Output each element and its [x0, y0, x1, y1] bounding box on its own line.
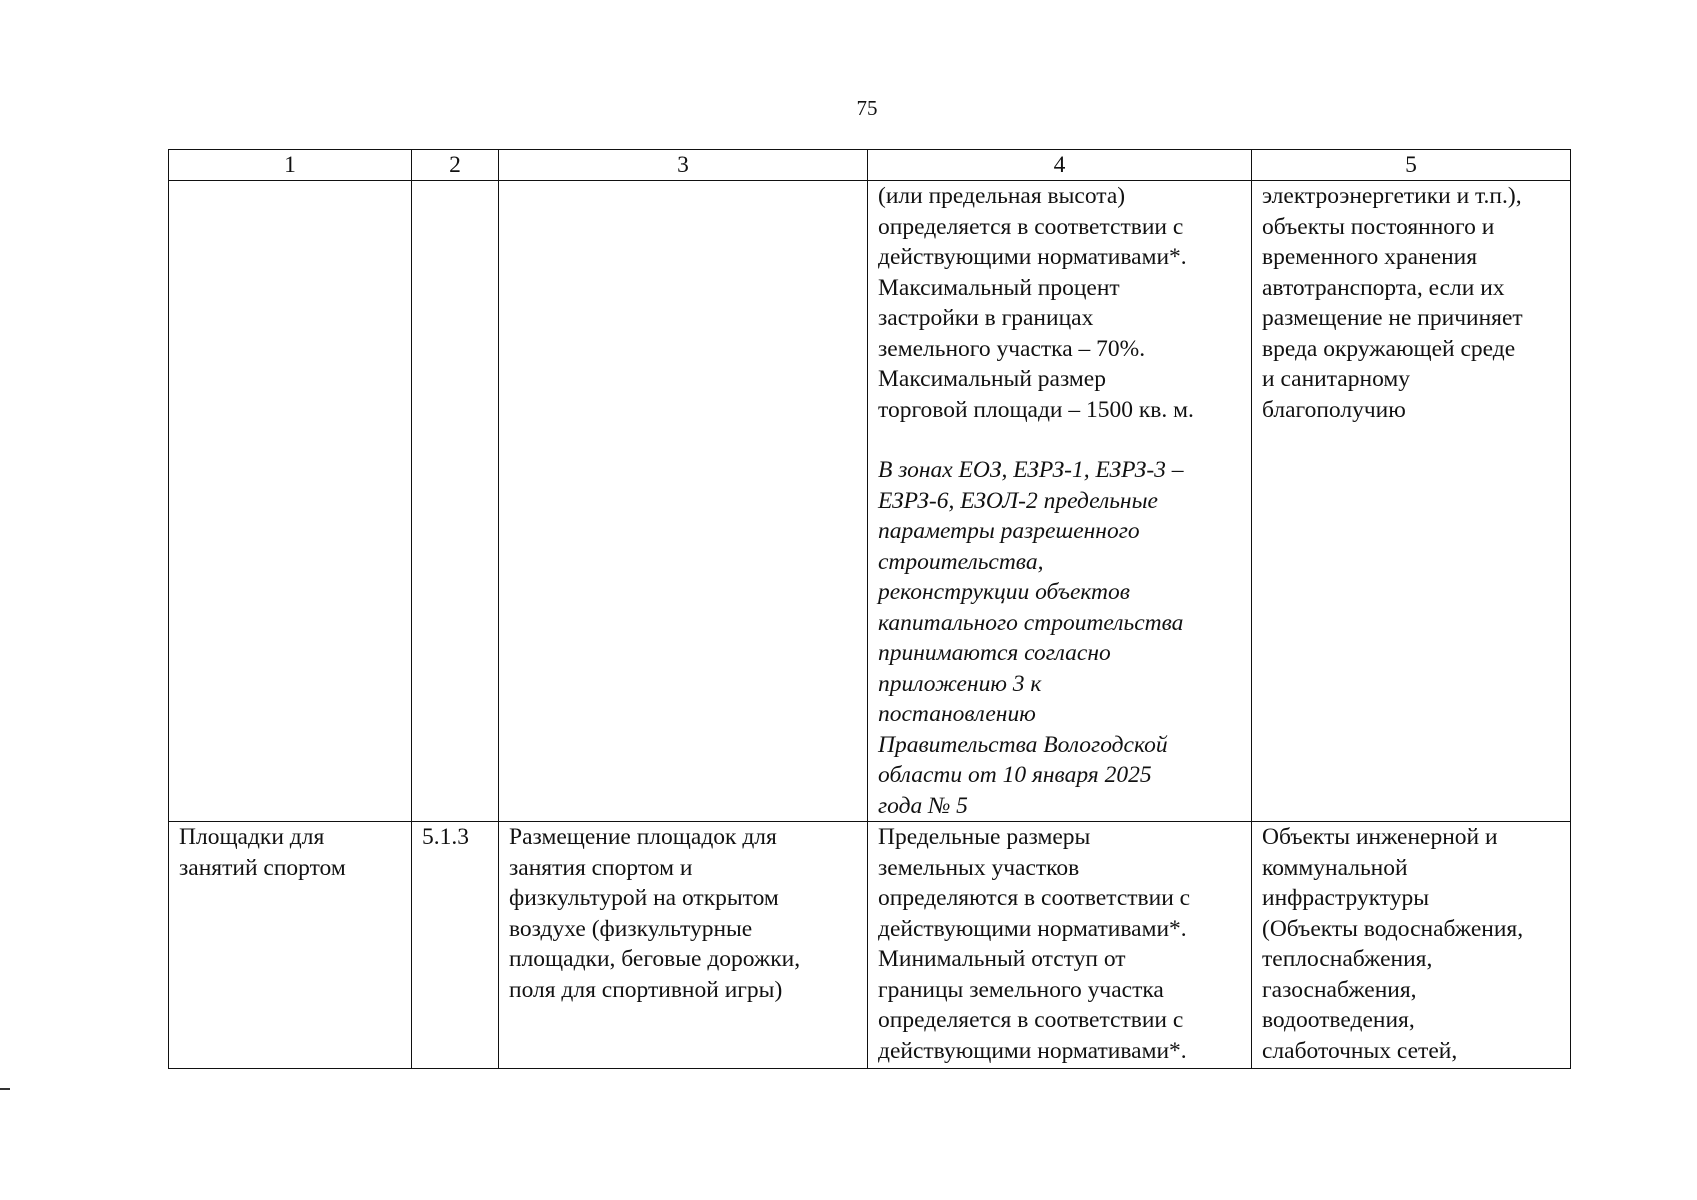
scan-edge-mark — [0, 1088, 10, 1090]
column-header-1: 1 — [169, 150, 412, 181]
cell-use-name — [169, 181, 412, 822]
table-header-row — [169, 150, 1571, 181]
cell-use-code — [412, 181, 499, 822]
cell-auxiliary-uses: Объекты инженерной и коммунальной инфраструктуры (Объекты водоснабжения, теплоснабжения, газоснабжения, водоотведения, слаботочных сетей, — [1252, 822, 1571, 1069]
regulations-table — [168, 149, 1571, 1069]
parameters-text: (или предельная высота) определяется в соответствии с действующими нормативами*. Максимальный процент застройки в границах земельного участка – 70%. Максимальный размер торговой площади – 1500 кв. м. — [878, 183, 1194, 423]
cell-use-description: Размещение площадок для занятия спортом и физкультурой на открытом воздухе (физкультурные площадки, беговые дорожки, поля для спортивной игры) — [499, 822, 868, 1069]
cell-use-name: Площадки для занятий спортом — [169, 822, 412, 1069]
column-header-2: 2 — [412, 150, 499, 181]
cell-use-description — [499, 181, 868, 822]
cell-parameters — [868, 181, 1252, 822]
cell-auxiliary-uses: электроэнергетики и т.п.), объекты постоянного и временного хранения автотранспорта, если их размещение не причиняет вреда окружающей среде и санитарному благополучию — [1252, 181, 1571, 822]
table-row — [169, 822, 1571, 1069]
column-header-5: 5 — [1252, 150, 1571, 181]
table-row — [169, 181, 1571, 822]
cell-use-code: 5.1.3 — [412, 822, 499, 1069]
column-header-4: 4 — [868, 150, 1252, 181]
cell-parameters: Предельные размеры земельных участков определяются в соответствии с действующими нормативами*. Минимальный отступ от границы земельного участка определяется в соответствии с действующими нормативами*. — [868, 822, 1252, 1069]
parameters-zone-note: В зонах ЕОЗ, ЕЗРЗ-1, ЕЗРЗ-3 – ЕЗРЗ-6, ЕЗОЛ-2 предельные параметры разрешенного строительства, реконструкции объектов капитального строительства принимаются согласно приложению 3 к постановлению Правительства Вологодской области от 10 января 2025 года № 5 — [878, 457, 1184, 819]
page-number: 75 — [856, 96, 878, 120]
column-header-3: 3 — [499, 150, 868, 181]
